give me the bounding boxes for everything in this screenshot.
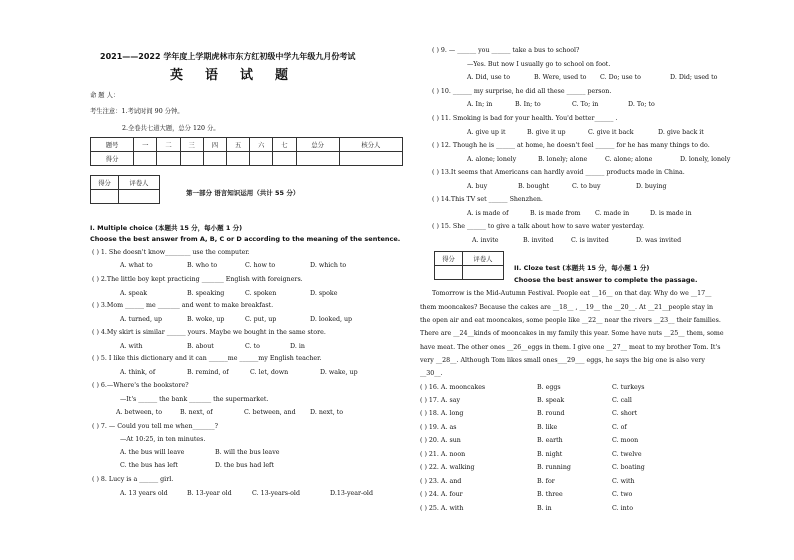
grader-name-label: 评卷人 (463, 252, 504, 266)
option[interactable]: D. wake, up (320, 369, 358, 376)
question-3: ( ) 3.Mom ______ me _______ and went to make breakfast. (92, 302, 274, 309)
option[interactable]: C. with (612, 478, 635, 485)
option[interactable]: B. is made from (530, 210, 581, 217)
cloze-question: ( ) 23. A. and (420, 478, 462, 485)
question-1: ( ) 1. She doesn't know________ use the computer. (92, 249, 250, 256)
option[interactable]: B. 13-year old (187, 490, 232, 497)
question-10: ( ) 10. ______ my surprise, he did all these ______ person. (432, 88, 612, 95)
option[interactable]: C. twelve (612, 451, 642, 458)
cloze-question: ( ) 16. A. mooncakes (420, 384, 486, 391)
note-time: 考生注意：1.考试时间 90 分钟。 (90, 108, 184, 115)
question-7: ( ) 7. — Could you tell me when_______? (92, 423, 218, 430)
score-cell[interactable] (250, 152, 273, 166)
grader-cell[interactable] (91, 190, 119, 204)
option[interactable]: A. speak (120, 290, 148, 297)
question-6: ( ) 6.—Where's the bookstore? (92, 382, 189, 389)
option[interactable]: A. buy (467, 183, 488, 190)
question-9: ( ) 9. — ______ you ______ take a bus to school? (432, 47, 580, 54)
option[interactable]: A. between, to (116, 409, 163, 416)
section2-title: II. Cloze test (本题共 15 分，每小题 1 分) (514, 264, 650, 272)
option[interactable]: C. into (612, 505, 633, 512)
option[interactable]: D.13-year-old (330, 490, 373, 497)
score-cell[interactable] (273, 152, 296, 166)
grader-score-label: 得分 (91, 176, 119, 190)
option[interactable]: C. the bus has left (120, 462, 178, 469)
author-label: 命 题 人： (90, 92, 120, 99)
score-header: 二 (157, 138, 180, 152)
grader-table-2 (434, 251, 504, 280)
option[interactable]: C. made in (595, 210, 630, 217)
option[interactable]: C. of (612, 424, 627, 431)
option[interactable]: A. what to (120, 262, 153, 269)
cloze-question: ( ) 22. A. walking (420, 464, 475, 471)
option[interactable]: D. next, to (310, 409, 344, 416)
option[interactable]: C. turkeys (612, 384, 645, 391)
exam-title: 2021——2022 学年度上学期虎林市东方红初级中学九年级九月份考试 (100, 52, 356, 61)
option[interactable]: D. the bus had left (215, 462, 274, 469)
cloze-question: ( ) 21. A. noon (420, 451, 466, 458)
option[interactable]: C. is invited (571, 237, 609, 244)
option[interactable]: C. two (612, 491, 633, 498)
question-15: ( ) 15. She ______ to give a talk about how to save water yesterday. (432, 223, 645, 230)
option[interactable]: B. like (537, 424, 558, 431)
option[interactable]: B. running (537, 464, 571, 471)
option[interactable]: D. Did; used to (670, 74, 718, 81)
option[interactable]: D. lonely, lonely (680, 156, 731, 163)
grader-score-label: 得分 (435, 252, 463, 266)
option[interactable]: D. in (290, 343, 305, 350)
score-cell[interactable] (203, 152, 226, 166)
option[interactable]: D. buying (636, 183, 667, 190)
option[interactable]: B. invited (523, 237, 554, 244)
score-cell[interactable] (157, 152, 180, 166)
option[interactable]: D. is made in (650, 210, 692, 217)
option[interactable]: C. let, down (250, 369, 289, 376)
option[interactable]: B. speaking (187, 290, 225, 297)
cloze-question: ( ) 19. A. as (420, 424, 457, 431)
score-header: 五 (226, 138, 249, 152)
option[interactable]: C. to buy (572, 183, 601, 190)
cloze-question: ( ) 18. A. long (420, 410, 464, 417)
question-12: ( ) 12. Though he is ______ at home, he doesn't feel ______ for he has many things to do. (432, 142, 710, 149)
option[interactable]: D. spoke (310, 290, 338, 297)
question-4: ( ) 4.My skirt is similar ______ yours. Maybe we bought in the same store. (92, 329, 326, 336)
question-6-line2: —It's ______ the bank _______ the supermarket. (120, 396, 269, 403)
passage-line: Tomorrow is the Mid-Autumn Festival. People eat __16__ on that day. Why do we __17__ (432, 290, 712, 297)
cloze-question: ( ) 25. A. with (420, 505, 464, 512)
option[interactable]: C. between, and (244, 409, 296, 416)
subject-title: 英语试题 (170, 68, 311, 83)
option[interactable]: B. lonely; alone (538, 156, 588, 163)
note-score: 2.全卷共七道大题，总分 120 分。 (122, 125, 220, 132)
question-2: ( ) 2.The little boy kept practicing _______ English with foreigners. (92, 276, 303, 283)
part1-title: 第一部分 语言知识运用（共计 55 分） (186, 189, 300, 197)
score-cell[interactable] (339, 152, 402, 166)
passage-line: the open air and eat mooncakes, some people like __22__ near the rivers __23__ their families. (420, 317, 721, 324)
option[interactable]: B. night (537, 451, 563, 458)
option[interactable]: B. about (187, 343, 214, 350)
option[interactable]: B. in (537, 505, 552, 512)
option[interactable]: B. bought (518, 183, 550, 190)
option[interactable]: D. was invited (636, 237, 682, 244)
option[interactable]: C. To; in (572, 101, 599, 108)
option[interactable]: C. call (612, 397, 632, 404)
option[interactable]: B. earth (537, 437, 563, 444)
option[interactable]: C. 13-years-old (252, 490, 300, 497)
question-9-line2: —Yes. But now I usually go to school on foot. (467, 61, 611, 68)
passage-line: very __28__. Although Tom likes small ones___29___ eggs, he says the big one is also very (420, 357, 705, 364)
question-8: ( ) 8. Lucy is a ______ girl. (92, 476, 174, 483)
option[interactable]: B. three (537, 491, 563, 498)
option[interactable]: A. turned, up (120, 316, 163, 323)
score-header: 题号 (91, 138, 134, 152)
option[interactable]: B. In; to (515, 101, 541, 108)
option[interactable]: C. how to (245, 262, 276, 269)
option[interactable]: B. for (537, 478, 555, 485)
option[interactable]: A. invite (472, 237, 499, 244)
option[interactable]: B. who to (187, 262, 218, 269)
score-header: 六 (250, 138, 273, 152)
option[interactable]: D. To; to (628, 101, 655, 108)
option[interactable]: B. round (537, 410, 565, 417)
option[interactable]: C. Do; use to (600, 74, 641, 81)
option[interactable]: B. Were, used to (534, 74, 587, 81)
option[interactable]: D. which to (310, 262, 347, 269)
question-13: ( ) 13.It seems that Americans can hardly avoid ______ products made in China. (432, 169, 685, 176)
option[interactable]: B. next, of (180, 409, 213, 416)
passage-line: have meat. The other ones __26__eggs in them. I give one __27__ meat to my brother Tom. It's (420, 344, 721, 351)
score-cell[interactable] (226, 152, 249, 166)
question-5: ( ) 5. I like this dictionary and it can ______me ______my English teacher. (92, 355, 322, 362)
score-header: 一 (134, 138, 157, 152)
grader-cell[interactable] (119, 190, 160, 204)
option[interactable]: A. with (120, 343, 143, 350)
option[interactable]: A. alone; lonely (467, 156, 517, 163)
option[interactable]: A. the bus will leave (120, 449, 185, 456)
option[interactable]: A. In; in (467, 101, 493, 108)
grader-cell[interactable] (435, 266, 463, 280)
passage-line: There are __24__kinds of mooncakes in my family this year. Some have nuts __25__ them, some (420, 330, 724, 337)
option[interactable]: A. think, of (120, 369, 156, 376)
score-row-label: 得分 (91, 152, 134, 166)
cloze-question: ( ) 24. A. four (420, 491, 463, 498)
option[interactable]: A. is made of (467, 210, 509, 217)
score-cell[interactable] (296, 152, 339, 166)
score-header: 三 (180, 138, 203, 152)
option[interactable]: C. put, up (245, 316, 277, 323)
option[interactable]: C. to (245, 343, 260, 350)
option[interactable]: C. short (612, 410, 638, 417)
score-header: 总分 (296, 138, 339, 152)
cloze-question: ( ) 20. A. sun (420, 437, 461, 444)
section1-instruction: Choose the best answer from A, B, C or D according to the meaning of the sentence. (90, 235, 401, 243)
option[interactable]: B. give it up (527, 129, 566, 136)
passage-line: them mooncakes? Because the cakes are __18__ , __19__ the __20__. At __21__people stay in (420, 304, 714, 311)
section1-title: I. Multiple choice (本题共 15 分，每小题 1 分) (90, 224, 243, 232)
grader-cell[interactable] (463, 266, 504, 280)
option[interactable]: B. will the bus leave (215, 449, 280, 456)
option[interactable]: B. remind, of (187, 369, 229, 376)
section2-instruction: Choose the best answer to complete the passage. (514, 276, 698, 284)
score-table (90, 137, 403, 166)
question-7-line2: —At 10:25, in ten minutes. (120, 436, 206, 443)
passage-line: __30__. (420, 370, 443, 377)
grader-table (90, 175, 160, 204)
question-14: ( ) 14.This TV set ______ Shenzhen. (432, 196, 543, 203)
option[interactable]: D. looked, up (310, 316, 353, 323)
grader-name-label: 评卷人 (119, 176, 160, 190)
option[interactable]: B. eggs (537, 384, 561, 391)
option[interactable]: B. speak (537, 397, 565, 404)
cloze-question: ( ) 17. A. say (420, 397, 461, 404)
option[interactable]: C. give it back (588, 129, 634, 136)
option[interactable]: A. 13 years old (120, 490, 168, 497)
option[interactable]: D. give back it (658, 129, 704, 136)
option[interactable]: A. give up it (467, 129, 506, 136)
score-header: 四 (203, 138, 226, 152)
question-11: ( ) 11. Smoking is bad for your health. You'd better______ . (432, 115, 618, 122)
option[interactable]: C. moon (612, 437, 639, 444)
score-cell[interactable] (134, 152, 157, 166)
score-cell[interactable] (180, 152, 203, 166)
score-header: 核分人 (339, 138, 402, 152)
option[interactable]: A. Did, use to (467, 74, 510, 81)
option[interactable]: B. woke, up (187, 316, 225, 323)
option[interactable]: C. alone; alone (605, 156, 653, 163)
option[interactable]: C. boating (612, 464, 645, 471)
option[interactable]: C. spoken (245, 290, 277, 297)
score-header: 七 (273, 138, 296, 152)
